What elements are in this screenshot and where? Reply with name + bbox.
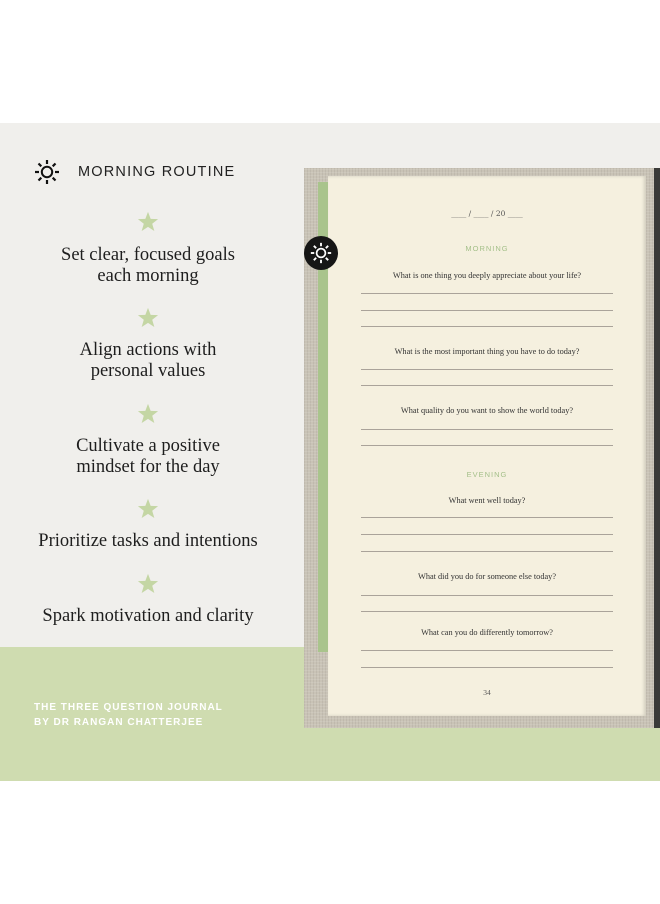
evening-question: What can you do differently tomorrow? xyxy=(421,628,553,637)
benefit-line: Cultivate a positive xyxy=(76,436,220,456)
morning-question: What is one thing you deeply appreciate about your life? xyxy=(392,271,582,280)
answer-line xyxy=(361,551,613,552)
answer-line xyxy=(361,611,613,612)
morning-question: What is the most important thing you have to do today? xyxy=(394,347,580,356)
benefit-item xyxy=(0,245,296,287)
answer-line xyxy=(361,369,613,370)
benefit-line: Prioritize tasks and intentions xyxy=(38,531,258,551)
book-author: BY DR RANGAN CHATTERJEE xyxy=(34,717,204,728)
sun-icon xyxy=(34,159,60,185)
book-title: THE THREE QUESTION JOURNAL xyxy=(34,702,223,713)
morning-question: What quality do you want to show the world today? xyxy=(400,406,574,415)
benefit-item xyxy=(0,606,296,627)
book-caption xyxy=(34,700,294,730)
evening-question: What did you do for someone else today? xyxy=(417,572,556,581)
section-header xyxy=(34,158,235,186)
answer-line xyxy=(361,310,613,311)
star-icon xyxy=(137,573,159,595)
benefit-line: mindset for the day xyxy=(76,457,220,477)
journal-spine-shadow xyxy=(654,168,660,728)
journal-page xyxy=(328,176,646,716)
answer-line xyxy=(361,326,613,327)
benefit-line: Align actions with xyxy=(79,340,217,360)
benefit-line: each morning xyxy=(97,266,199,286)
star-icon xyxy=(137,211,159,233)
answer-line xyxy=(361,534,613,535)
star-icon xyxy=(137,307,159,329)
answer-line xyxy=(361,650,613,651)
benefit-item xyxy=(0,436,296,478)
sun-icon xyxy=(310,242,332,264)
answer-line xyxy=(361,595,613,596)
benefit-line: personal values xyxy=(90,361,206,381)
answer-line xyxy=(361,293,613,294)
star-icon xyxy=(137,403,159,425)
benefit-line: Set clear, focused goals xyxy=(61,245,235,265)
benefit-item xyxy=(0,531,296,552)
morning-label: MORNING xyxy=(465,244,509,253)
section-title: MORNING ROUTINE xyxy=(78,164,236,180)
evening-label: EVENING xyxy=(466,470,508,479)
answer-line xyxy=(361,517,613,518)
date-field: ____ / ____ / 20 ____ xyxy=(451,209,523,218)
evening-question: What went well today? xyxy=(448,496,526,505)
benefit-item xyxy=(0,340,296,382)
answer-line xyxy=(361,667,613,668)
star-icon xyxy=(137,498,159,520)
benefit-line: Spark motivation and clarity xyxy=(42,606,254,626)
answer-line xyxy=(361,385,613,386)
page-number: 34 xyxy=(483,688,491,697)
answer-line xyxy=(361,445,613,446)
answer-line xyxy=(361,429,613,430)
sun-badge xyxy=(304,236,338,270)
